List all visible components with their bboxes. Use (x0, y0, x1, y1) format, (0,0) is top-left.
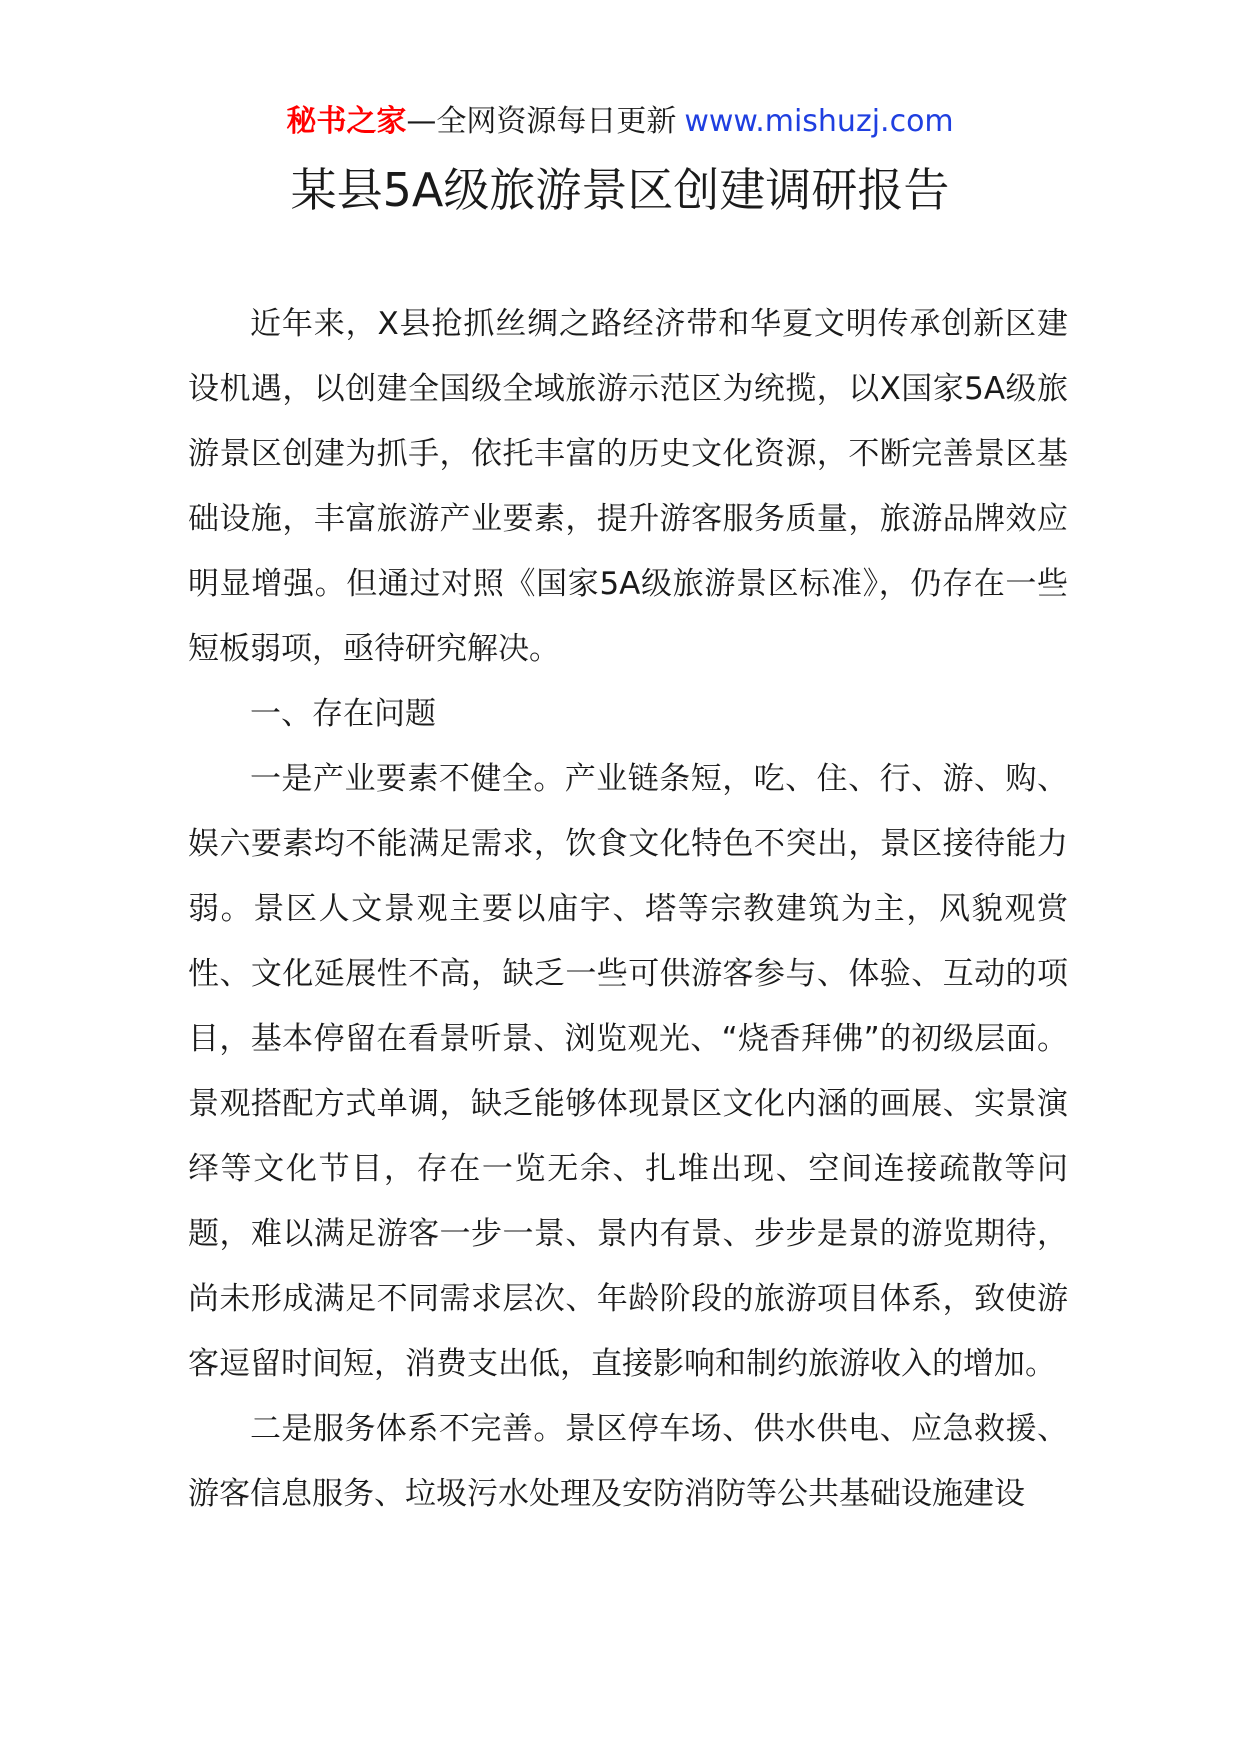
banner-tagline: —全网资源每日更新 (406, 104, 677, 139)
section-heading-problems: 一、存在问题 (250, 696, 436, 732)
problem-paragraph-service: 二是服务体系不完善。景区停车场、供水供电、应急救援、游客信息服务、垃圾污水处理及安防消防等公共基础设施建设 (188, 1411, 1068, 1512)
intro-paragraph: 近年来，X县抢抓丝绸之路经济带和华夏文明传承创新区建设机遇，以创建全国级全域旅游示范区为统揽，以X国家5A级旅游景区创建为抓手，依托丰富的历史文化资源，不断完善景区基础设施，丰富旅游产业要素，提升游客服务质量，旅游品牌效应明显增强。但通过对照《国家5A级旅游景区标准》，仍存在一些短板弱项，亟待研究解决。 (188, 306, 1068, 667)
site-banner (0, 102, 1240, 142)
document-title: 某县5A级旅游景区创建调研报告 (290, 163, 950, 217)
brand-name: 秘书之家 (286, 104, 407, 139)
site-url-link[interactable]: www.mishuzj.com (684, 104, 954, 139)
problem-paragraph-industry: 一是产业要素不健全。产业链条短，吃、住、行、游、购、娱六要素均不能满足需求，饮食文化特色不突出，景区接待能力弱。景区人文景观主要以庙宇、塔等宗教建筑为主，风貌观赏性、文化延展性不高，缺乏一些可供游客参与、体验、互动的项目，基本停留在看景听景、浏览观光、“烧香拜佛”的初级层面。景观搭配方式单调，缺乏能够体现景区文化内涵的画展、实景演绎等文化节目，存在一览无余、扎堆出现、空间连接疏散等问题，难以满足游客一步一景、景内有景、步步是景的游览期待，尚未形成满足不同需求层次、年龄阶段的旅游项目体系，致使游客逗留时间短，消费支出低，直接影响和制约旅游收入的增加。 (188, 761, 1068, 1382)
document-body (188, 292, 1068, 1527)
